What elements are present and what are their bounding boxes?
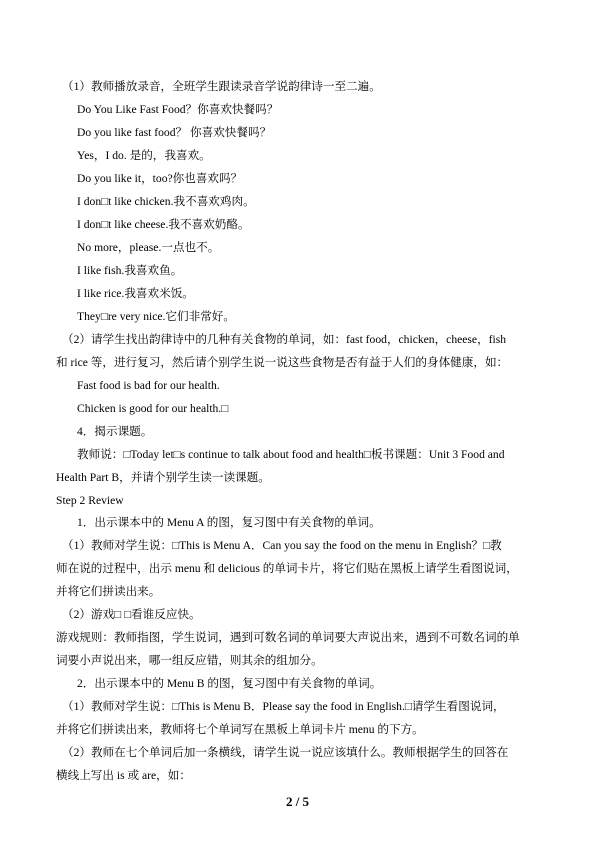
text-line: 游戏规则：教师指图，学生说词，遇到可数名词的单词要大声说出来，遇到不可数名词的单 <box>56 631 520 644</box>
text-line: Chicken is good for our health.□ <box>77 402 229 415</box>
text-line: I like rice.我喜欢米饭。 <box>77 287 194 300</box>
text-line: Do You Like Fast Food？你喜欢快餐吗？ <box>77 103 279 116</box>
text-line: 师在说的过程中，出示 menu 和 delicious 的单词卡片，将它们贴在黑板上请学生看图说词， <box>56 562 518 575</box>
text-line: Do you like fast food？ 你喜欢快餐吗？ <box>77 126 272 139</box>
text-line: 并将它们拼读出来，教师将七个单词写在黑板上单词卡片 menu 的下方。 <box>56 723 424 736</box>
text-line: I don□t like chicken.我不喜欢鸡肉。 <box>77 195 255 208</box>
text-line: 横线上写出 is 或 are，如： <box>56 769 191 782</box>
text-line: 并将它们拼读出来。 <box>56 585 161 598</box>
text-line: 教师说：□Today let□s continue to talk about food and health□板书课题：Unit 3 Food and <box>77 448 505 461</box>
text-line: Step 2 Review <box>56 494 124 507</box>
text-line: （1）教师对学生说：□This is Menu A．Can you say the food on the menu in English？□教 <box>62 539 502 552</box>
text-line: 和 rice 等，进行复习，然后请个别学生说一说这些食物是否有益于人们的身体健康，如： <box>56 356 509 369</box>
text-line: （2）游戏□ □看谁反应快。 <box>62 608 201 621</box>
text-line: （1）教师对学生说：□This is Menu B．Please say the food in English.□请学生看图说词， <box>62 700 505 713</box>
text-line: Health Part B，并请个别学生读一读课题。 <box>56 471 270 484</box>
page-number: 2 / 5 <box>285 794 310 809</box>
text-line: Fast food is bad for our health. <box>77 379 220 392</box>
text-line: I like fish.我喜欢鱼。 <box>77 264 183 277</box>
text-line: I don□t like cheese.我不喜欢奶酪。 <box>77 218 250 231</box>
text-line: 2．出示课本中的 Menu B 的图，复习图中有关食物的单词。 <box>77 677 382 690</box>
text-line: They□re very nice.它们非常好。 <box>77 310 235 323</box>
text-line: 1．出示课本中的 Menu A 的图，复习图中有关食物的单词。 <box>77 516 381 529</box>
text-line: 4．揭示课题。 <box>77 425 153 438</box>
text-line: Yes，I do. 是的，我喜欢。 <box>77 149 211 162</box>
text-line: No more，please.一点也不。 <box>77 241 220 254</box>
text-line: 词要小声说出来，哪一组反应错，则其余的组加分。 <box>56 654 323 667</box>
text-line: （2）请学生找出韵律诗中的几种有关食物的单词，如：fast food，chicken，cheese，fish <box>62 333 507 346</box>
text-line: Do you like it，too?你也喜欢吗？ <box>77 172 243 185</box>
text-line: （2）教师在七个单词后加一条横线，请学生说一说应该填什么。教师根据学生的回答在 <box>62 746 509 759</box>
text-line: （1）教师播放录音，全班学生跟读录音学说韵律诗一至二遍。 <box>62 80 381 93</box>
